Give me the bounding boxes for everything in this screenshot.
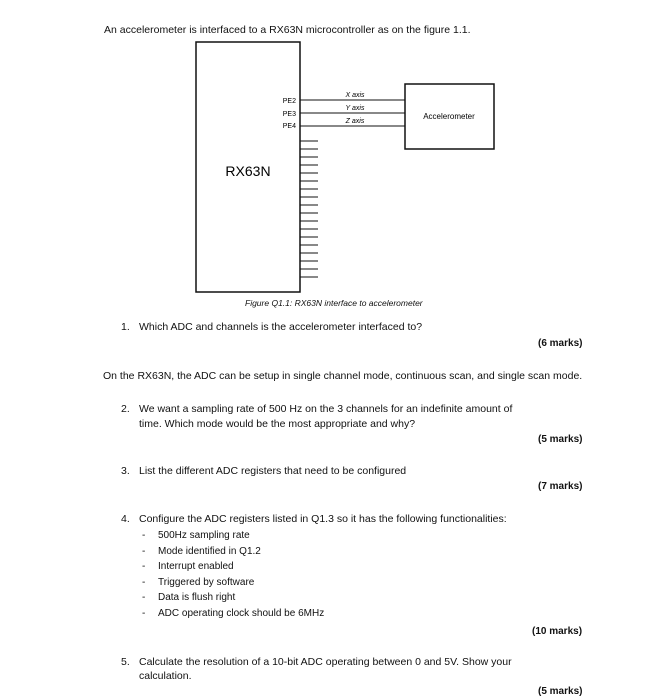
axis-label: Z axis	[345, 118, 365, 125]
list-item-text: Data is flush right	[158, 592, 236, 604]
list-item-text: 500Hz sampling rate	[158, 530, 250, 541]
accelerometer-label: Accelerometer	[423, 112, 475, 121]
figure-caption: Figure Q1.1: RX63N interface to accelerometer	[245, 298, 423, 308]
q4-number: 4.	[121, 513, 130, 525]
list-item: - Interrupt enabled	[142, 561, 234, 573]
mcu-label: RX63N	[225, 163, 271, 179]
list-item-text: ADC operating clock should be 6MHz	[158, 607, 325, 619]
q2-number: 2.	[121, 403, 130, 415]
q1-number: 1.	[121, 321, 130, 333]
q2-line2: time. Which mode would be the most appropriate and why?	[139, 418, 416, 430]
axis-label: X axis	[345, 92, 365, 99]
mode-paragraph: On the RX63N, the ADC can be setup in single channel mode, continuous scan, and single scan mode.	[103, 370, 583, 382]
q3-marks: (7 marks)	[538, 481, 583, 492]
pin-label: PE3	[282, 111, 296, 118]
q4-text: Configure the ADC registers listed in Q1.3 so it has the following functionalities:	[139, 513, 507, 525]
q3-number: 3.	[121, 465, 130, 477]
q4-bullet-list	[142, 528, 324, 622]
q2-marks: (5 marks)	[538, 434, 583, 445]
list-item-text: Mode identified in Q1.2	[158, 545, 261, 557]
list-item: - Data is flush right	[142, 592, 236, 604]
list-item: - Mode identified in Q1.2	[142, 545, 261, 557]
q5-line1: Calculate the resolution of a 10-bit ADC operating between 0 and 5V. Show your	[139, 656, 512, 668]
axis-label: Y axis	[345, 105, 365, 112]
list-item-text: Interrupt enabled	[158, 561, 234, 573]
figure-diagram	[0, 0, 658, 310]
list-item: - 500Hz sampling rate	[142, 530, 250, 541]
q1-text: Which ADC and channels is the accelerometer interfaced to?	[139, 321, 423, 333]
pin-label: PE2	[282, 98, 296, 105]
list-item: - Triggered by software	[142, 576, 255, 588]
list-item-text: Triggered by software	[158, 576, 255, 588]
pin-label: PE4	[282, 123, 296, 130]
q1-marks: (6 marks)	[538, 338, 583, 349]
q2-line1: We want a sampling rate of 500 Hz on the 3 channels for an indefinite amount of	[139, 403, 513, 415]
q5-line2: calculation.	[139, 670, 192, 682]
q4-marks: (10 marks)	[532, 626, 583, 637]
pin-stubs	[300, 141, 318, 277]
intro-text: An accelerometer is interfaced to a RX63N microcontroller as on the figure 1.1.	[104, 24, 471, 36]
q5-marks: (5 marks)	[538, 686, 583, 697]
q5-number: 5.	[121, 656, 130, 668]
list-item: - ADC operating clock should be 6MHz	[142, 607, 325, 619]
q3-text: List the different ADC registers that need to be configured	[139, 465, 407, 477]
